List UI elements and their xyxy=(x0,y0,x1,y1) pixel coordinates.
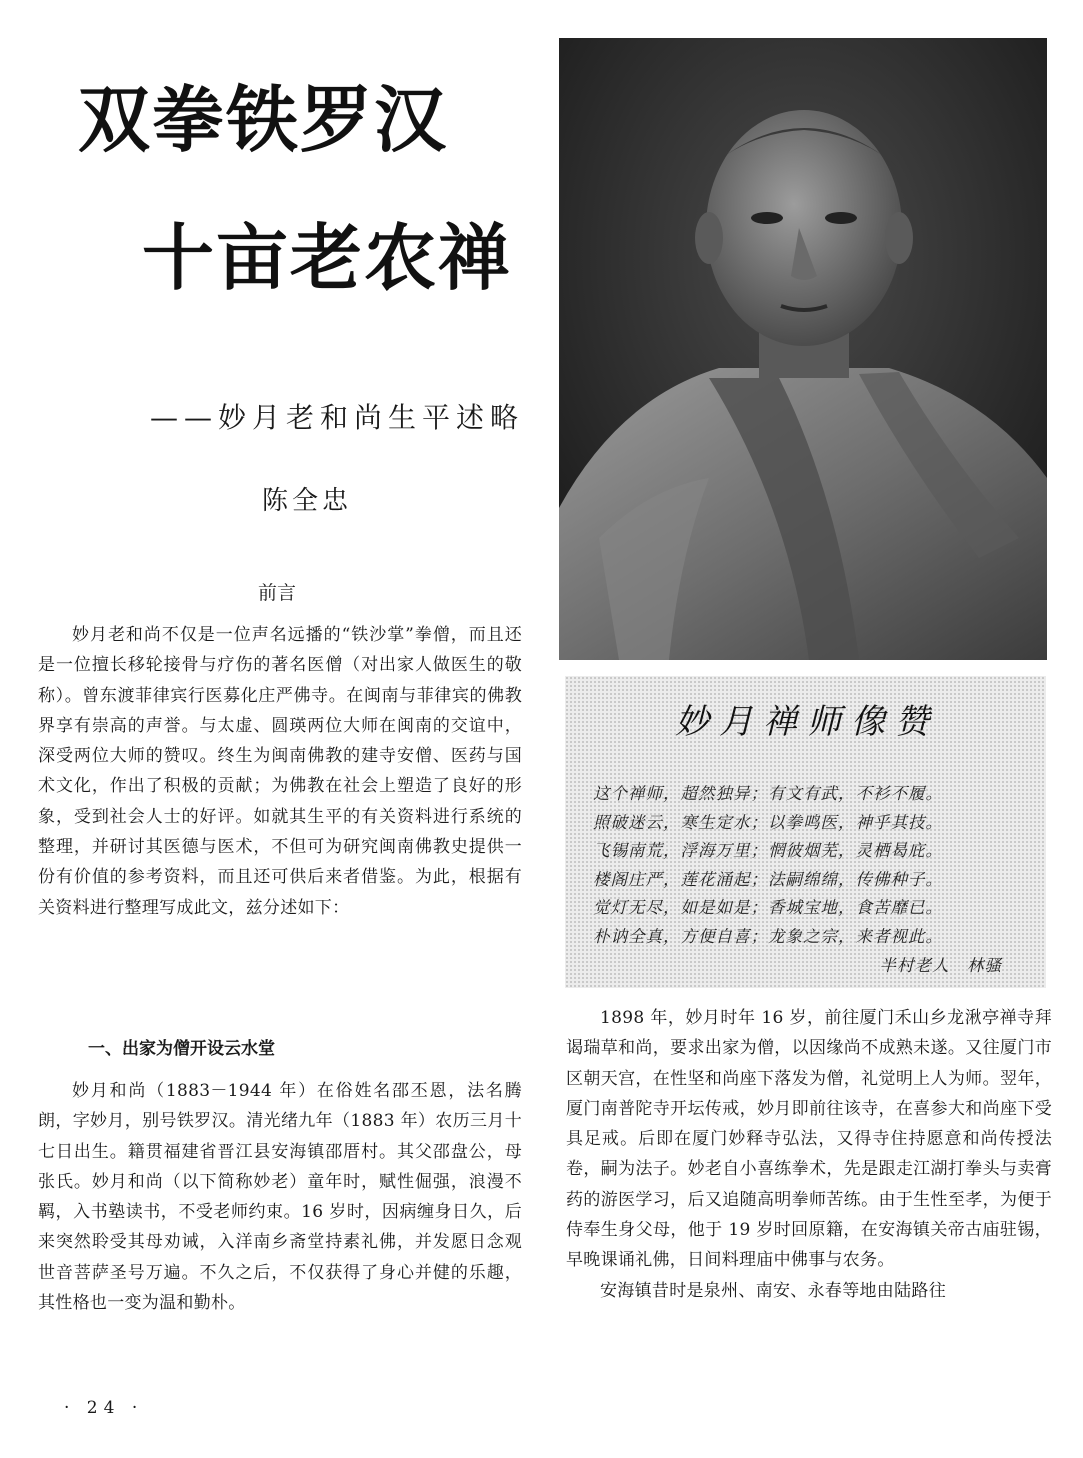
poem-line: 楼阁庄严，莲花涌起；法嗣绵绵，传佛种子。 xyxy=(593,869,943,889)
poem-lines xyxy=(593,780,1033,951)
article-author: 陈全忠 xyxy=(262,486,353,516)
poem-title: 妙月禅师像赞 xyxy=(675,702,939,742)
monk-portrait-image xyxy=(559,38,1047,660)
right-paragraph-1: 1898 年，妙月时年 16 岁，前往厦门禾山乡龙湫亭禅寺拜谒瑞草和尚，要求出家为僧，以因缘尚不成熟未遂。又往厦门市区朝天宫，在性坚和尚座下落发为僧，礼觉明上人为师。翌年，厦门南普陀寺开坛传戒，妙月即前往该寺，在喜参大和尚座下受具足戒。后即在厦门妙释寺弘法，又得寺住持愿意和尚传授法卷，嗣为法子。妙老自小喜练拳术，先是跟走江湖打拳头与卖膏药的游医学习，后又追随高明拳师苦练。由于生性至孝，为便于侍奉生身父母，他于 19 岁时回原籍，在安海镇关帝古庙驻锡，早晚课诵礼佛，日间料理庙中佛事与农务。 xyxy=(566,1008,1052,1271)
section1-paragraph: 妙月和尚（1883－1944 年）在俗姓名邵丕恩，法名腾朗，字妙月，别号铁罗汉。清光绪九年（1883 年）农历三月十七日出生。籍贯福建省晋江县安海镇邵厝村。其父邵盘公，母张氏。妙月和尚（以下简称妙老）童年时，赋性倔强，浪漫不羁，入书塾读书，不受老师约束。16 岁时，因病缠身日久，后来突然聆受其母劝诫，入洋南乡斋堂持素礼佛，并发愿日念观世音菩萨圣号万遍。不久之后，不仅获得了身心并健的乐趣，其性格也一变为温和勤朴。 xyxy=(38,1081,522,1314)
article-subtitle: ——妙月老和尚生平述略 xyxy=(150,401,525,434)
left-column-section1 xyxy=(38,1034,522,1318)
article-title-line2: 十亩老农禅 xyxy=(142,216,513,300)
right-column-text xyxy=(566,1003,1052,1306)
monk-portrait-photo xyxy=(559,38,1047,660)
poem-line: 朴讷全真，方便自喜；龙象之宗，来者视此。 xyxy=(593,926,943,946)
preface-heading: 前言 xyxy=(258,582,297,604)
preface-paragraph: 妙月老和尚不仅是一位声名远播的“铁沙掌”拳僧，而且还是一位擅长移轮接骨与疗伤的著名医僧（对出家人做医生的敬称）。曾东渡菲律宾行医募化庄严佛寺。在闽南与菲律宾的佛教界享有崇高的声誉。与太虚、圆瑛两位大师在闽南的交谊中，深受两位大师的赞叹。终生为闽南佛教的建寺安僧、医药与国术文化，作出了积极的贡献；为佛教在社会上塑造了良好的形象，受到社会人士的好评。如就其生平的有关资料进行系统的整理，并研讨其医德与医术，不但可为研究闽南佛教史提供一份有价值的参考资料，而且还可供后来者借鉴。为此，根据有关资料进行整理写成此文，兹分述如下： xyxy=(38,625,522,918)
right-paragraph-2: 安海镇昔时是泉州、南安、永春等地由陆路往 xyxy=(600,1280,946,1301)
poem-line: 这个禅师，超然独异；有文有武，不衫不履。 xyxy=(593,784,943,803)
section1-heading: 一、出家为僧开设云水堂 xyxy=(88,1039,275,1059)
poem-signature: 半村老人 林骚 xyxy=(879,956,1002,975)
poem-line: 照破迷云，寒生定水；以拳鸣医，神乎其技。 xyxy=(593,812,943,832)
left-column-preface xyxy=(38,620,522,923)
page-number: · 24 · xyxy=(64,1398,144,1418)
poem-line: 觉灯无尽，如是如是；香城宝地，食苦靡已。 xyxy=(593,898,943,917)
poem-box xyxy=(565,676,1046,988)
article-title-line1: 双拳铁罗汉 xyxy=(78,78,449,162)
poem-line: 飞锡南荒，浮海万里；惘彼烟芜，灵栖曷庇。 xyxy=(593,841,943,860)
